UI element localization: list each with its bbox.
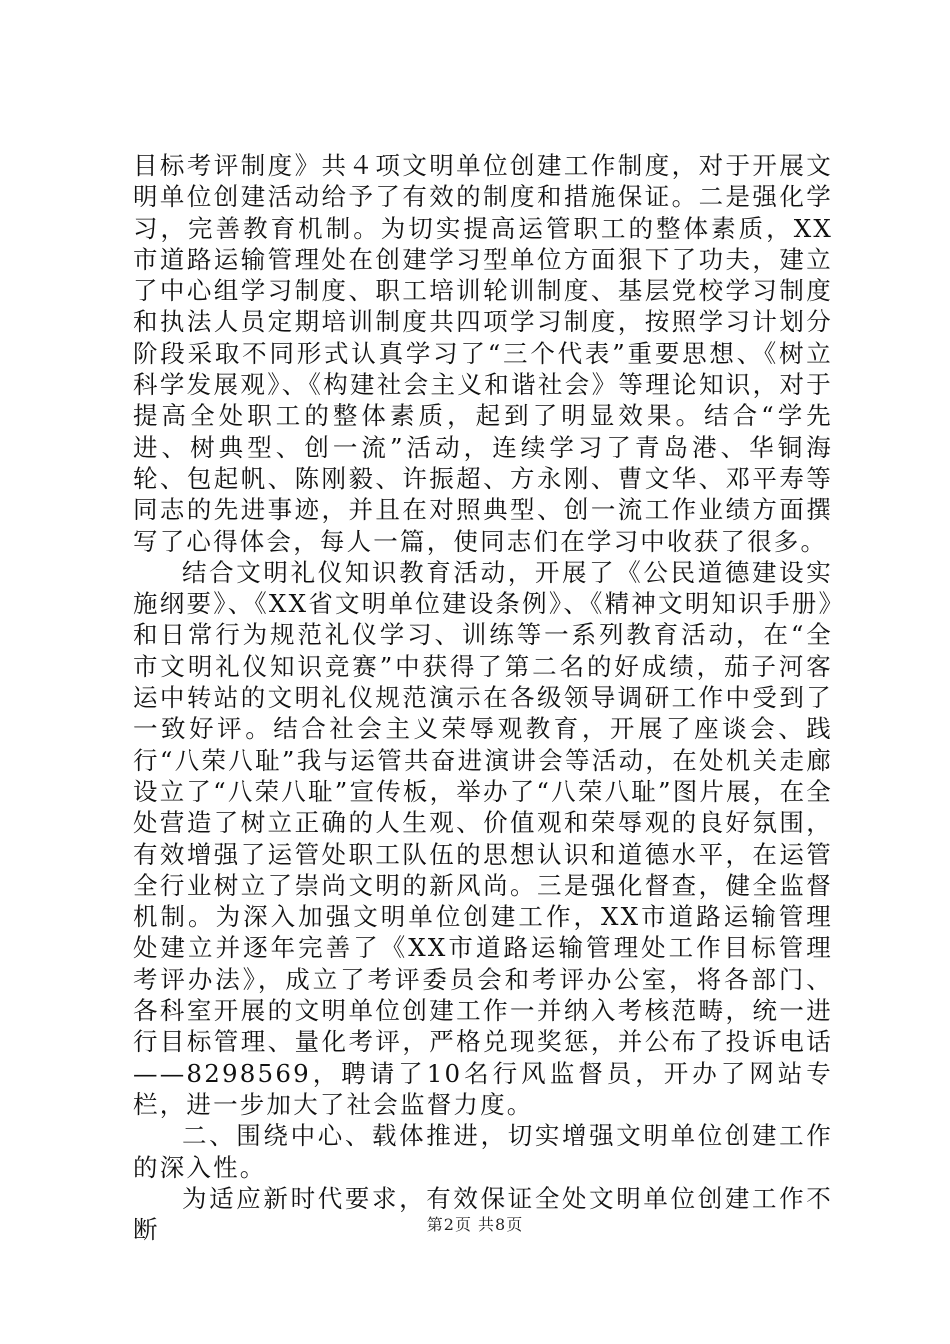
paragraph-3: 为适应新时代要求，有效保证全处文明单位创建工作不断 bbox=[133, 1183, 833, 1245]
page-footer: 第2页 共8页 bbox=[426, 1215, 524, 1234]
section-heading-2: 二、围绕中心、载体推进，切实增强文明单位创建工作的深入性。 bbox=[133, 1121, 833, 1182]
paragraph-2: 结合文明礼仪知识教育活动，开展了《公民道德建设实施纲要》、《XX省文明单位建设条例》、《精神文明知识手册》和日常行为规范礼仪学习、训练等一系列教育活动，在“全市文明礼仪知识竞赛”中获得了第二名的好成绩，茄子河客运中转站的文明礼仪规范演示在各级领导调研工作中受到了一致好评。结合社会主义荣辱观教育，开展了座谈会、践行“八荣八耻”我与运管共奋进演讲会等活动，在处机关走廊设立了“八荣八耻”宣传板，举办了“八荣八耻”图片展，在全处营造了树立正确的人生观、价值观和荣辱观的良好氛围，有效增强了运管处职工队伍的思想认识和道德水平，在运管全行业树立了崇尚文明的新风尚。三是强化督查，健全监督机制。为深入加强文明单位创建工作，XX市道路运输管理处建立并逐年完善了《XX市道路运输管理处工作目标管理考评办法》，成立了考评委员会和考评办公室，将各部门、各科室开展的文明单位创建工作一并纳入考核范畴，统一进行目标管理、量化考评，严格兑现奖惩，并公布了投诉电话——8298569，聘请了10名行风监督员，开办了网站专栏，进一步加大了社会监督力度。 bbox=[133, 557, 833, 1119]
document-body bbox=[133, 150, 833, 1245]
paragraph-1: 目标考评制度》共４项文明单位创建工作制度，对于开展文明单位创建活动给予了有效的制度和措施保证。二是强化学习，完善教育机制。为切实提高运管职工的整体素质，XX市道路运输管理处在创建学习型单位方面狠下了功夫，建立了中心组学习制度、职工培训轮训制度、基层党校学习制度和执法人员定期培训制度共四项学习制度，按照学习计划分阶段采取不同形式认真学习了“三个代表”重要思想、《树立科学发展观》、《构建社会主义和谐社会》等理论知识，对于提高全处职工的整体素质，起到了明显效果。结合“学先进、树典型、创一流”活动，连续学习了青岛港、华铜海轮、包起帆、陈刚毅、许振超、方永刚、曹文华、邓平寿等同志的先进事迹，并且在对照典型、创一流工作业绩方面撰写了心得体会，每人一篇，使同志们在学习中收获了很多。 bbox=[133, 151, 833, 556]
